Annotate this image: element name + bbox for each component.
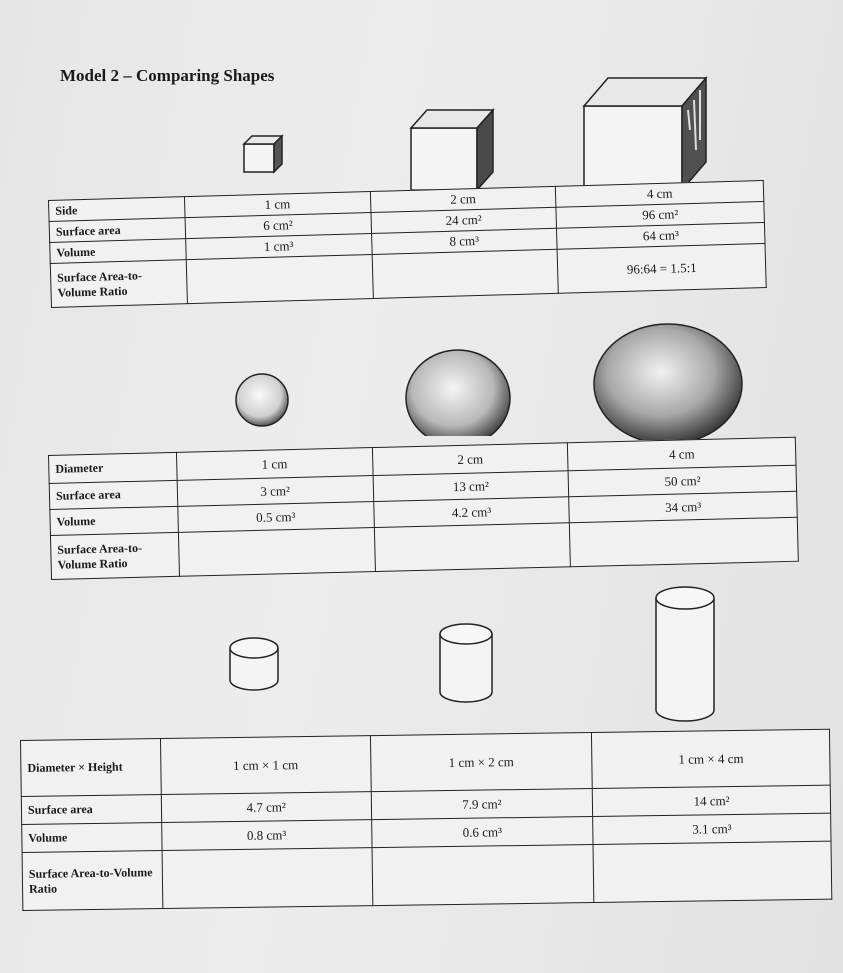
table-cell: 3 cm² [177, 476, 373, 507]
table-cell: 2 cm [372, 443, 568, 476]
table-cell: 1 cm [184, 192, 370, 218]
cylinders-table [20, 729, 832, 911]
table-cell [374, 523, 571, 572]
table-cell: 4 cm [556, 181, 764, 208]
table-cell: 0.5 cm³ [178, 502, 374, 533]
table-cell: 24 cm² [371, 207, 557, 233]
table-cell: 1 cm × 4 cm [592, 729, 830, 788]
medium-cylinder-illustration [436, 620, 496, 706]
table-cell: 1 cm [176, 448, 372, 481]
row-label: Diameter × Height [21, 739, 162, 797]
row-label: Volume [50, 239, 186, 264]
row-label: Surface area [49, 480, 177, 509]
large-cube-illustration [578, 70, 718, 195]
table-cell: 1 cm × 2 cm [370, 733, 592, 792]
row-label: Volume [50, 506, 178, 535]
table-cell: 34 cm³ [569, 491, 797, 523]
table-cell: 2 cm [370, 186, 556, 212]
table-cell: 3.1 cm³ [593, 813, 831, 844]
row-label: Diameter [49, 452, 178, 483]
row-label: Volume [22, 823, 162, 853]
row-label: Surface area [21, 795, 161, 825]
table-cell [593, 841, 831, 902]
row-label: Side [49, 197, 185, 222]
row-label: Surface Area-to-Volume Ratio [50, 532, 179, 579]
table-cell [162, 848, 373, 909]
medium-sphere-illustration [403, 348, 513, 436]
table-cell: 4.2 cm³ [373, 497, 569, 528]
large-sphere-illustration [592, 322, 744, 440]
table-cell: 13 cm² [373, 471, 569, 502]
table-row [22, 841, 832, 910]
table-cell: 1 cm × 1 cm [160, 736, 370, 795]
cubes-table [48, 180, 767, 308]
small-cube-illustration [238, 130, 290, 176]
table-cell: 0.8 cm³ [162, 820, 372, 851]
table-cell [186, 254, 373, 303]
table-cell: 1 cm³ [185, 233, 371, 259]
table-cell [178, 528, 375, 577]
page-title: Model 2 – Comparing Shapes [60, 66, 275, 85]
table-cell [372, 845, 594, 906]
row-label: Surface area [49, 218, 185, 243]
spheres-table [48, 437, 799, 580]
table-cell: 14 cm² [593, 785, 831, 816]
table-cell: 6 cm² [185, 212, 371, 238]
table-cell: 64 cm³ [557, 223, 765, 250]
tall-cylinder-illustration [652, 584, 718, 726]
table-cell: 96 cm² [556, 202, 764, 229]
table-cell: 50 cm² [568, 465, 796, 497]
handwritten-answer: 96:64 = 1.5:1 [557, 243, 766, 293]
table-cell: 8 cm³ [371, 228, 557, 254]
medium-cube-illustration [405, 102, 500, 194]
table-cell: 7.9 cm² [371, 789, 593, 820]
row-label: Surface Area-to-Volume Ratio [22, 851, 163, 911]
table-cell: 0.6 cm³ [371, 817, 593, 848]
table-cell: 4.7 cm² [161, 792, 371, 823]
row-label: Surface Area-to-Volume Ratio [50, 260, 187, 308]
table-cell: 4 cm [568, 437, 796, 471]
short-cylinder-illustration [226, 634, 282, 694]
table-cell [372, 249, 559, 298]
small-sphere-illustration [232, 370, 292, 430]
table-cell [570, 517, 799, 567]
